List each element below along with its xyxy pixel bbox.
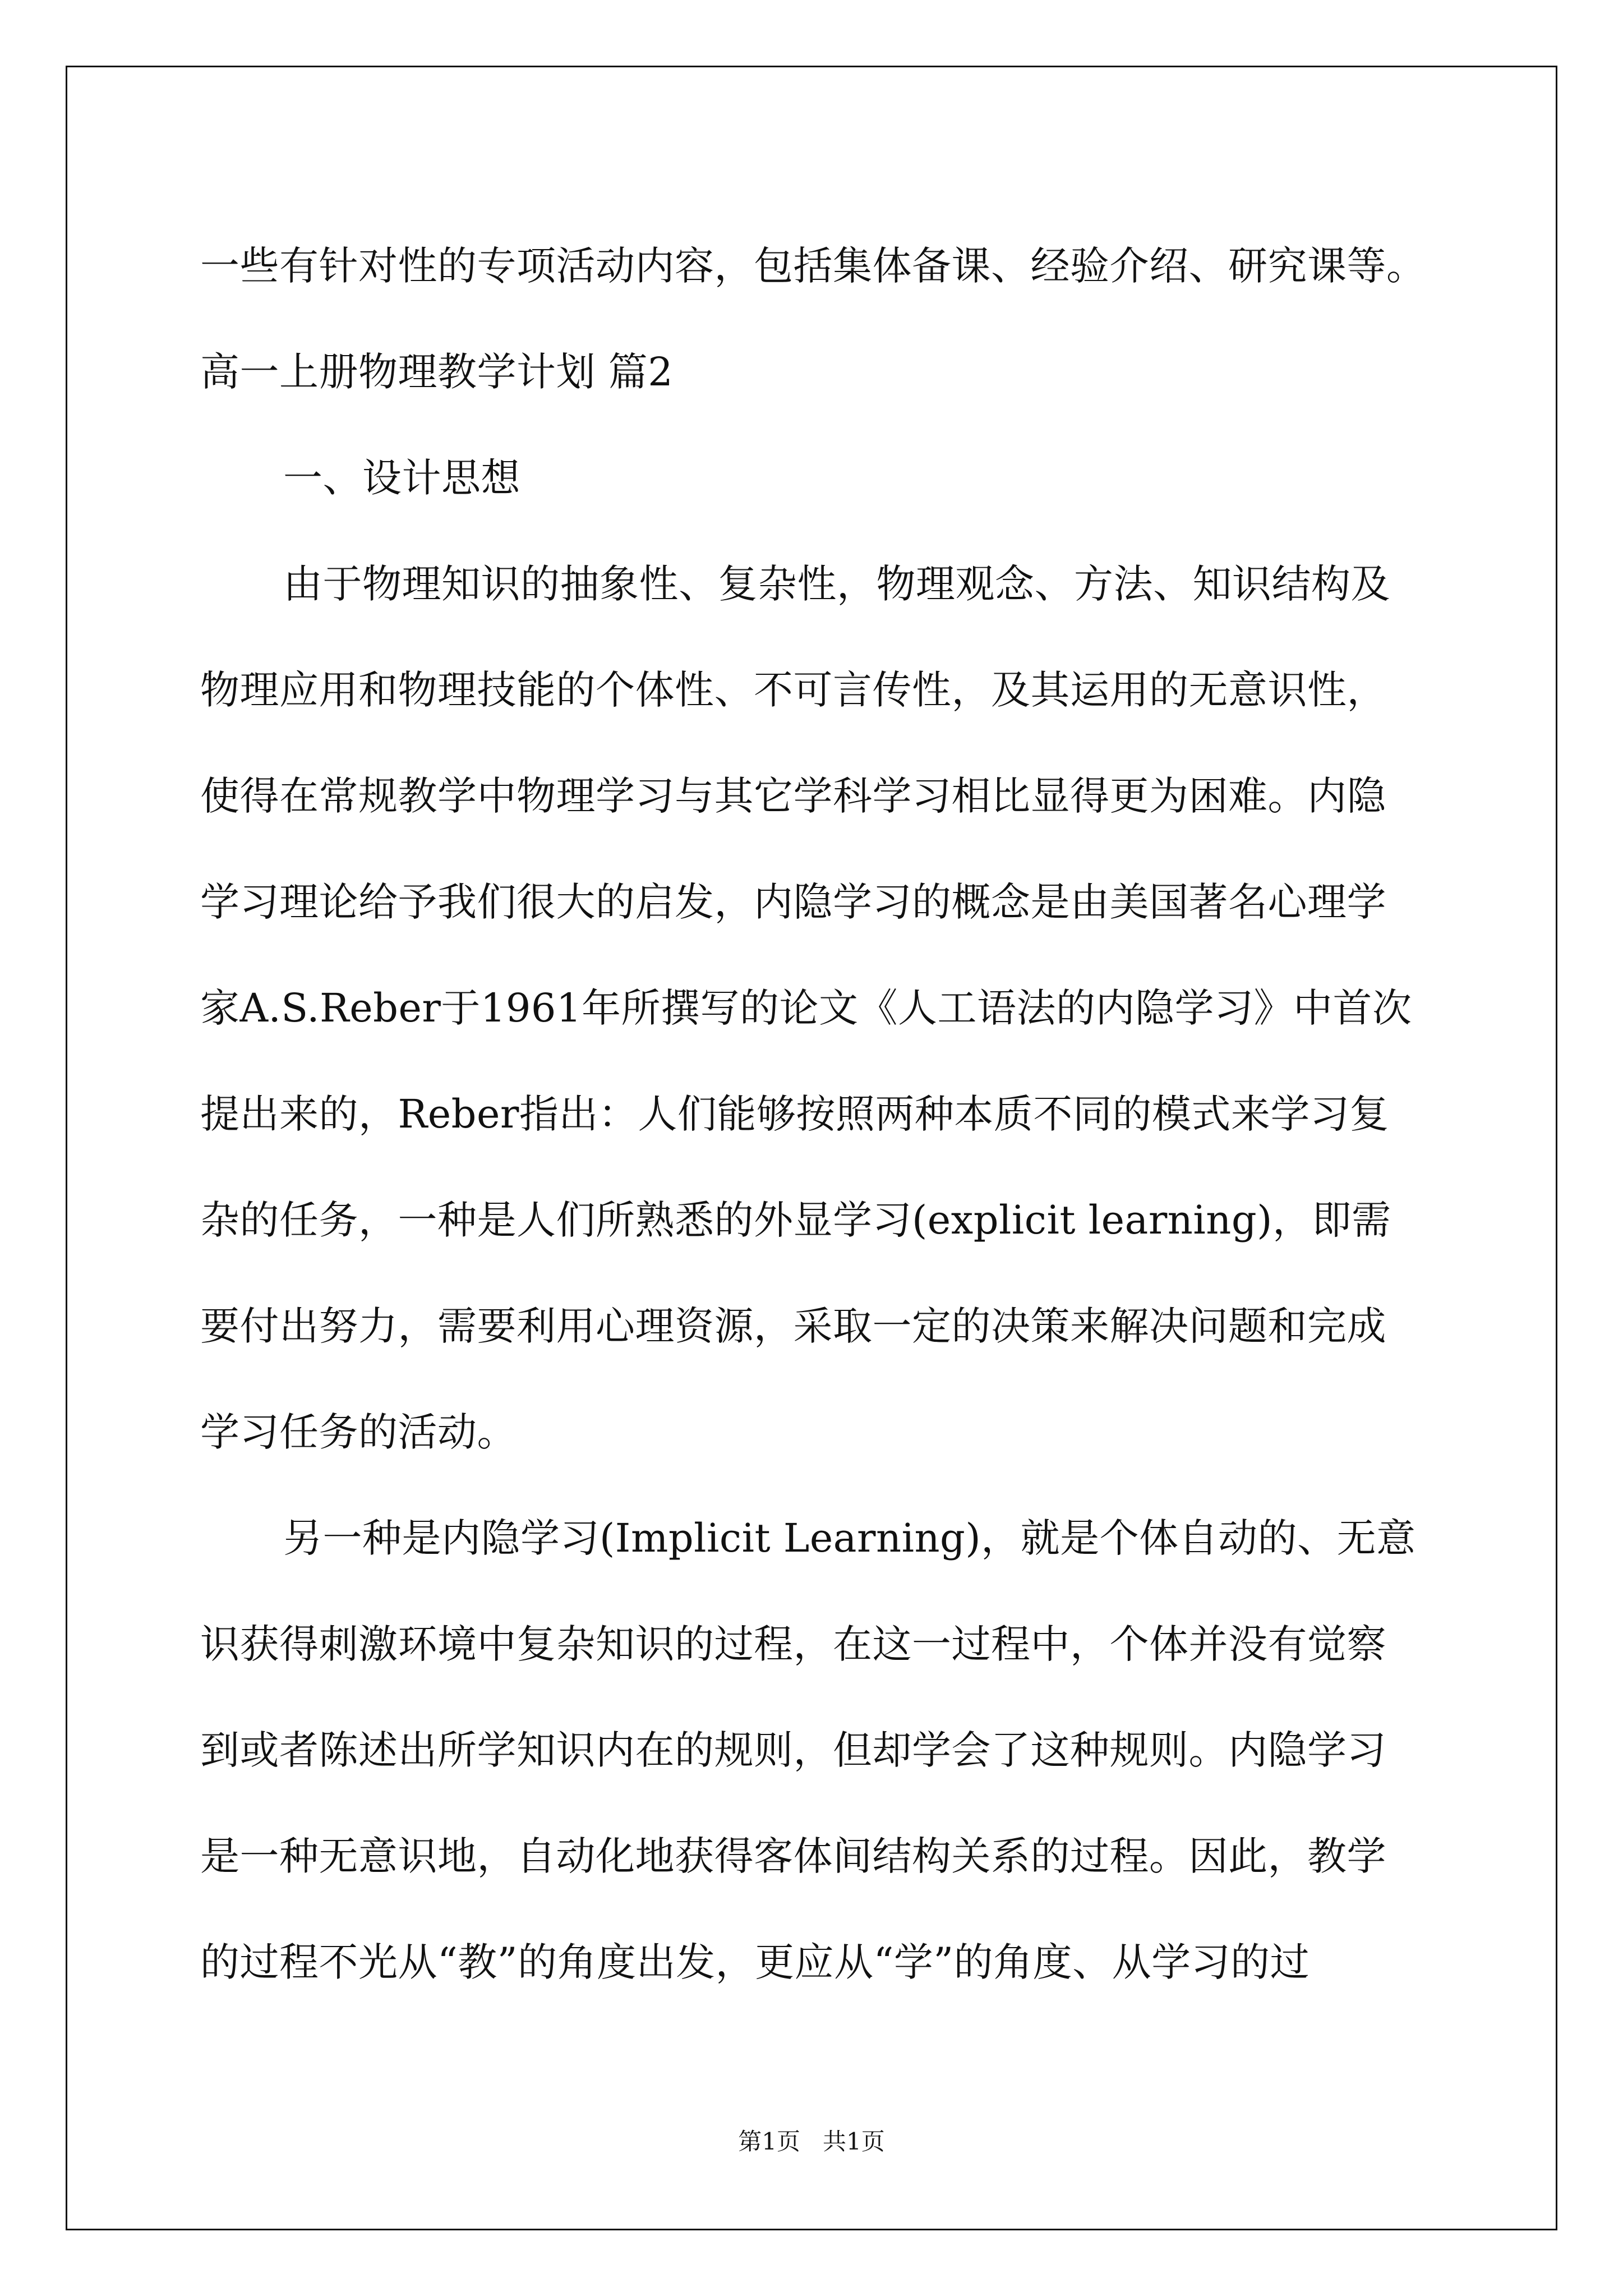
text-line-4: 由于物理知识的抽象性、复杂性，物理观念、方法、知识结构及 [283, 561, 1390, 607]
document-body [200, 213, 1434, 2016]
subsection-heading: 一、设计思想 [283, 455, 520, 501]
text-line-9: 提出来的，Reber指出：人们能够按照两种本质不同的模式来学习复 [200, 1091, 1389, 1137]
text-line-13: 另一种是内隐学习(Implicit Learning)，就是个体自动的、无意 [283, 1515, 1416, 1561]
text-line-11: 要付出努力，需要利用心理资源，采取一定的决策来解决问题和完成 [200, 1303, 1386, 1349]
text-line-17: 的过程不光从“教”的角度出发，更应从“学”的角度、从学习的过 [200, 1939, 1310, 1985]
text-line-6: 使得在常规教学中物理学习与其它学科学习相比显得更为困难。内隐 [200, 773, 1386, 819]
text-line-14: 识获得刺激环境中复杂知识的过程，在这一过程中，个体并没有觉察 [200, 1621, 1386, 1667]
text-line-5: 物理应用和物理技能的个体性、不可言传性，及其运用的无意识性， [200, 667, 1386, 713]
text-line-16: 是一种无意识地，自动化地获得客体间结构关系的过程。因此，教学 [200, 1833, 1386, 1879]
section-heading: 高一上册物理教学计划 篇2 [200, 349, 674, 395]
text-line-10: 杂的任务，一种是人们所熟悉的外显学习(explicit learning)，即需 [200, 1197, 1391, 1243]
text-line-15: 到或者陈述出所学知识内在的规则，但却学会了这种规则。内隐学习 [200, 1727, 1386, 1773]
text-line-1: 一些有针对性的专项活动内容，包括集体备课、经验介绍、研究课等。 [200, 243, 1426, 289]
page-footer: 第1页 共1页 [738, 2128, 885, 2155]
text-line-8: 家A.S.Reber于1961年所撰写的论文《人工语法的内隐学习》中首次 [200, 985, 1412, 1031]
text-line-7: 学习理论给予我们很大的启发，内隐学习的概念是由美国著名心理学 [200, 879, 1386, 925]
text-line-12: 学习任务的活动。 [200, 1409, 517, 1455]
